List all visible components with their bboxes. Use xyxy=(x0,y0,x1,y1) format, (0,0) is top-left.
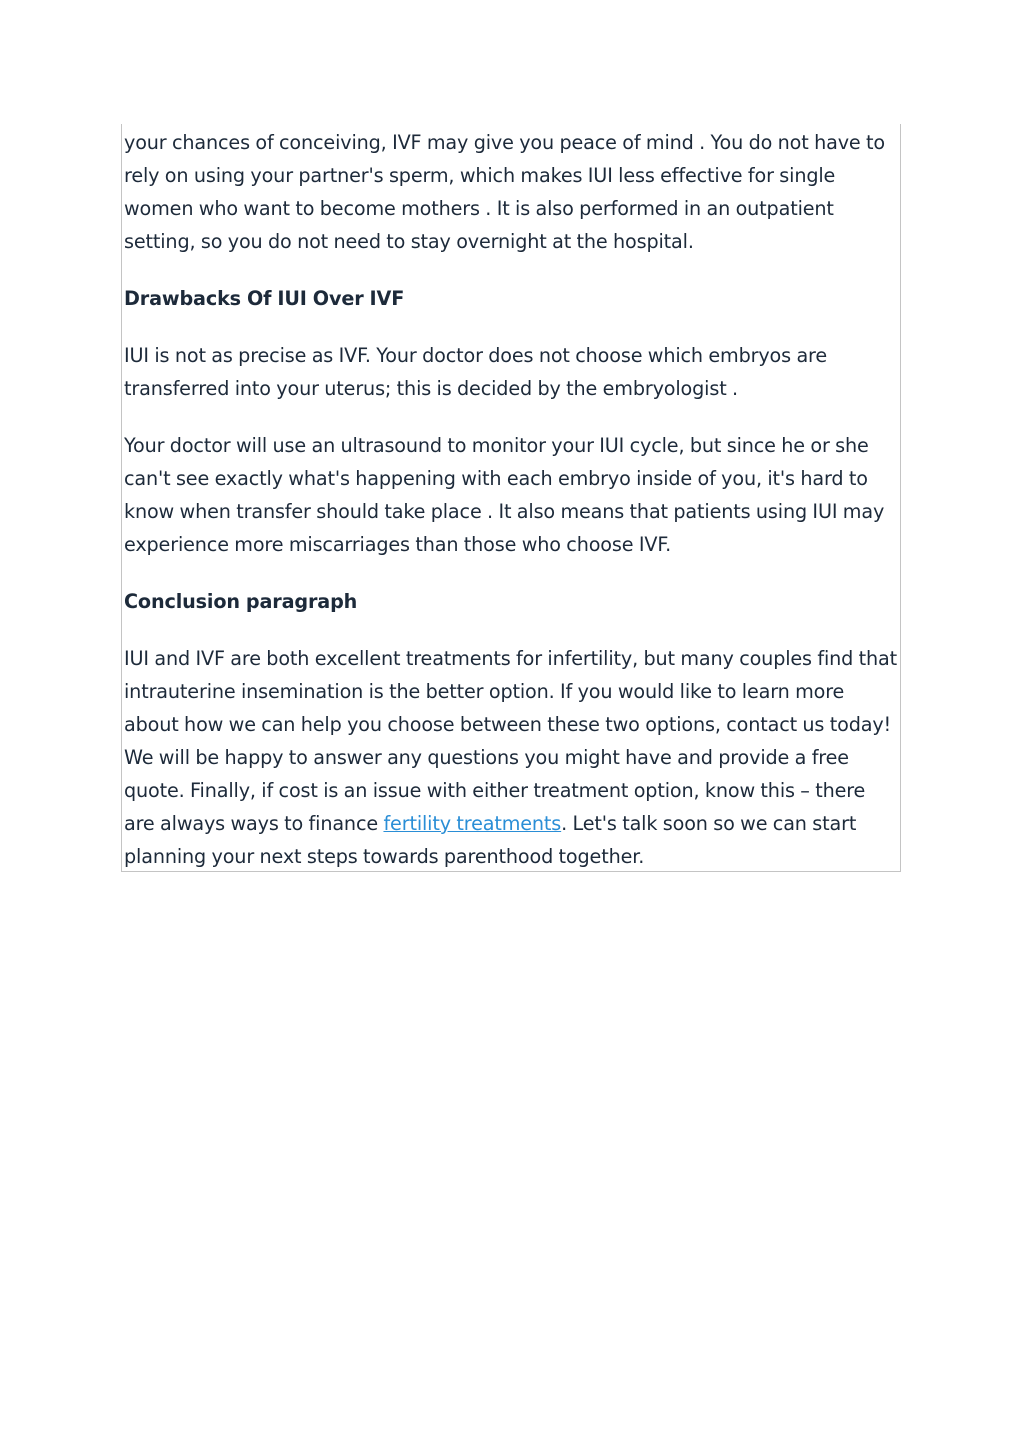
conclusion-text-after-link: . Let's talk soon so we can start planning your next steps towards parenthood together. xyxy=(124,812,857,868)
heading-drawbacks: Drawbacks Of IUI Over IVF xyxy=(124,287,405,310)
paragraph-iui-monitoring: Your doctor will use an ultrasound to monitor your IUI cycle, but since he or she can't see exactly what's happening with each embryo inside of you, it's hard to know when transfer should take place . It also means that patients using IUI may experience more miscarriages than those who choose IVF. xyxy=(124,434,885,556)
article-body xyxy=(124,126,900,873)
paragraph-conclusion xyxy=(124,642,900,873)
paragraph-ivf-benefits: your chances of conceiving, IVF may give you peace of mind . You do not have to rely on using your partner's sperm, which makes IUI less effective for single women who want to become mothers . It is also performed in an outpatient setting, so you do not need to stay overnight at the hospital. xyxy=(124,131,885,253)
paragraph-iui-precision: IUI is not as precise as IVF. Your doctor does not choose which embryos are transferred into your uterus; this is decided by the embryologist . xyxy=(124,344,828,400)
conclusion-text-before-link: IUI and IVF are both excellent treatments for infertility, but many couples find that intrauterine insemination is the better option. If you would like to learn more about how we can help you choose between these two options, contact us today! We will be happy to answer any questions you might have and provide a free quote. Finally, if cost is an issue with either treatment option, know this – there are always ways to finance xyxy=(124,647,897,835)
heading-conclusion: Conclusion paragraph xyxy=(124,590,358,613)
fertility-treatments-link[interactable]: fertility treatments xyxy=(383,812,562,835)
